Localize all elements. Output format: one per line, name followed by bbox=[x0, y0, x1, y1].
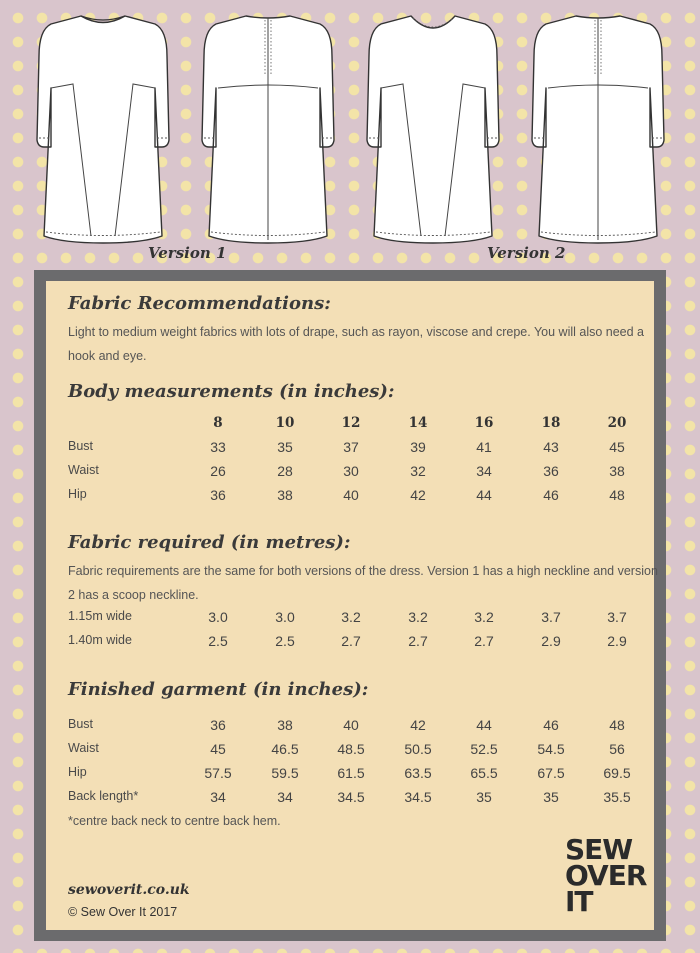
row-label: Bust bbox=[68, 717, 94, 731]
table-cell: 37 bbox=[343, 439, 359, 455]
size-header: 18 bbox=[541, 415, 561, 431]
fabric-recommendations-heading: Fabric Recommendations: bbox=[68, 293, 331, 314]
table-row bbox=[46, 439, 654, 459]
version-2-label: Version 2 bbox=[487, 244, 566, 262]
size-header: 8 bbox=[213, 415, 223, 431]
table-cell: 46.5 bbox=[271, 741, 299, 757]
table-cell: 40 bbox=[343, 487, 359, 503]
table-cell: 36 bbox=[543, 463, 559, 479]
table-cell: 3.0 bbox=[208, 609, 228, 625]
table-cell: 63.5 bbox=[404, 765, 432, 781]
table-cell: 3.2 bbox=[408, 609, 428, 625]
row-label: Back length* bbox=[68, 789, 139, 803]
table-cell: 61.5 bbox=[337, 765, 365, 781]
finished-garment-heading: Finished garment (in inches): bbox=[68, 679, 369, 700]
table-cell: 33 bbox=[210, 439, 226, 455]
size-header: 10 bbox=[275, 415, 295, 431]
table-cell: 34 bbox=[277, 789, 293, 805]
table-cell: 38 bbox=[609, 463, 625, 479]
table-cell: 69.5 bbox=[603, 765, 631, 781]
table-cell: 46 bbox=[543, 717, 559, 733]
table-cell: 3.2 bbox=[341, 609, 361, 625]
table-cell: 36 bbox=[210, 487, 226, 503]
row-label: Hip bbox=[68, 765, 87, 779]
row-label: Waist bbox=[68, 463, 99, 477]
table-cell: 2.5 bbox=[275, 633, 295, 649]
table-cell: 42 bbox=[410, 717, 426, 733]
table-cell: 35 bbox=[543, 789, 559, 805]
table-cell: 2.7 bbox=[474, 633, 494, 649]
table-cell: 56 bbox=[609, 741, 625, 757]
table-row bbox=[46, 717, 654, 737]
sew-over-it-logo bbox=[565, 833, 647, 918]
table-cell: 30 bbox=[343, 463, 359, 479]
fabric-required-text: Fabric requirements are the same for both versions of the dress. Version 1 has a high neckline and version 2 has a scoop neckline. bbox=[68, 564, 658, 602]
table-cell: 65.5 bbox=[470, 765, 498, 781]
table-cell: 48 bbox=[609, 717, 625, 733]
table-cell: 3.2 bbox=[474, 609, 494, 625]
copyright-text: © Sew Over It 2017 bbox=[68, 905, 178, 919]
table-row bbox=[46, 765, 654, 785]
row-label: Hip bbox=[68, 487, 87, 501]
table-row bbox=[46, 633, 654, 653]
size-header: 20 bbox=[607, 415, 627, 431]
table-row bbox=[46, 609, 654, 629]
table-cell: 44 bbox=[476, 717, 492, 733]
table-cell: 45 bbox=[210, 741, 226, 757]
info-card-content bbox=[46, 281, 658, 930]
table-cell: 44 bbox=[476, 487, 492, 503]
table-cell: 48 bbox=[609, 487, 625, 503]
table-row bbox=[46, 789, 654, 809]
size-header: 12 bbox=[341, 415, 361, 431]
table-cell: 57.5 bbox=[204, 765, 232, 781]
table-cell: 43 bbox=[543, 439, 559, 455]
table-cell: 46 bbox=[543, 487, 559, 503]
table-cell: 36 bbox=[210, 717, 226, 733]
table-cell: 26 bbox=[210, 463, 226, 479]
table-cell: 2.5 bbox=[208, 633, 228, 649]
body-measurements-heading: Body measurements (in inches): bbox=[68, 381, 395, 402]
row-label: 1.15m wide bbox=[68, 609, 132, 623]
table-cell: 42 bbox=[410, 487, 426, 503]
table-cell: 40 bbox=[343, 717, 359, 733]
table-cell: 35 bbox=[476, 789, 492, 805]
table-cell: 35.5 bbox=[603, 789, 631, 805]
back-length-note: *centre back neck to centre back hem. bbox=[68, 814, 281, 828]
table-cell: 34.5 bbox=[404, 789, 432, 805]
table-cell: 3.0 bbox=[275, 609, 295, 625]
version-1-label: Version 1 bbox=[148, 244, 227, 262]
table-cell: 67.5 bbox=[537, 765, 565, 781]
dress-illustrations bbox=[0, 0, 700, 268]
size-header-row bbox=[46, 415, 654, 435]
table-cell: 3.7 bbox=[607, 609, 627, 625]
table-row bbox=[46, 463, 654, 483]
table-cell: 28 bbox=[277, 463, 293, 479]
table-cell: 38 bbox=[277, 717, 293, 733]
table-cell: 34 bbox=[210, 789, 226, 805]
table-cell: 2.9 bbox=[541, 633, 561, 649]
fabric-required-heading: Fabric required (in metres): bbox=[68, 532, 351, 553]
table-row bbox=[46, 487, 654, 507]
table-cell: 39 bbox=[410, 439, 426, 455]
size-header: 16 bbox=[474, 415, 494, 431]
size-header: 14 bbox=[408, 415, 428, 431]
table-cell: 2.7 bbox=[408, 633, 428, 649]
table-cell: 2.9 bbox=[607, 633, 627, 649]
info-card bbox=[34, 270, 666, 941]
website-link[interactable]: sewoverit.co.uk bbox=[68, 882, 190, 898]
table-cell: 41 bbox=[476, 439, 492, 455]
table-cell: 48.5 bbox=[337, 741, 365, 757]
row-label: Bust bbox=[68, 439, 94, 453]
table-cell: 34 bbox=[476, 463, 492, 479]
fabric-recommendations-text: Light to medium weight fabrics with lots of drape, such as rayon, viscose and crepe. You will also need a hook and eye. bbox=[68, 325, 645, 363]
table-cell: 38 bbox=[277, 487, 293, 503]
table-cell: 54.5 bbox=[537, 741, 565, 757]
logo-line: OVER bbox=[565, 859, 647, 892]
table-cell: 59.5 bbox=[271, 765, 299, 781]
table-cell: 35 bbox=[277, 439, 293, 455]
table-cell: 50.5 bbox=[404, 741, 432, 757]
table-cell: 34.5 bbox=[337, 789, 365, 805]
table-cell: 2.7 bbox=[341, 633, 361, 649]
logo-line: SEW bbox=[565, 833, 633, 866]
row-label: Waist bbox=[68, 741, 99, 755]
table-cell: 3.7 bbox=[541, 609, 561, 625]
table-row bbox=[46, 741, 654, 761]
logo-line: IT bbox=[565, 885, 593, 918]
table-cell: 45 bbox=[609, 439, 625, 455]
row-label: 1.40m wide bbox=[68, 633, 132, 647]
table-cell: 52.5 bbox=[470, 741, 498, 757]
table-cell: 32 bbox=[410, 463, 426, 479]
